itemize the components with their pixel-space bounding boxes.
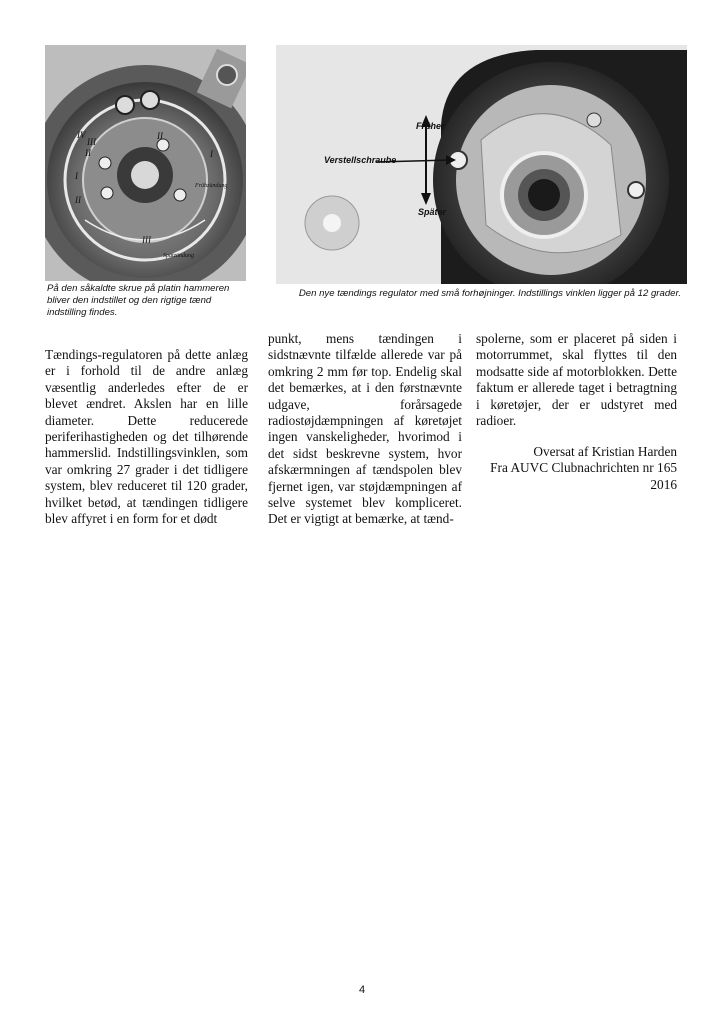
label-roman-8: III <box>142 235 151 245</box>
paragraph-2: punkt, mens tændingen i sidstnævnte tilfælde allerede var på omkring 2 mm før top. Endelig skal det bemærkes, at i den førstnævnte udgave, forårsagede radiostøjdæmpningen af køretøjet ingen vanskeligheder, hvorimod i det sidst beskrevne system, hvor afskærmningen af tændspolen blev fjernet igen, var støjdæmpningen af selve systemet blev kompliceret. Det er vigtigt at bemærke, at tænd- <box>268 331 462 527</box>
ignition-regulator-photo <box>276 45 687 284</box>
breaker-plate-photo <box>45 45 246 281</box>
ignition-regulator-illustration <box>276 45 687 284</box>
label-earlier: Früher <box>416 121 445 131</box>
translator-name: Oversat af Kristian Harden <box>533 444 677 459</box>
label-roman-6: I <box>210 149 213 159</box>
label-roman-2: II <box>85 148 91 158</box>
label-roman-1: II <box>157 131 163 141</box>
label-roman-5: I <box>75 171 78 181</box>
caption-right: Den nye tændings regulator med små forhøjninger. Indstillings vinklen ligger på 12 grader. <box>298 288 681 299</box>
label-roman-3: III <box>87 137 96 147</box>
label-roman-7: II <box>75 195 81 205</box>
label-late-ignition: Spätzündung <box>163 253 195 259</box>
paragraph-3: spolerne, som er placeret på siden i motorrummet, skal flyttes til den modsatte side af motorblokken. Dette faktum er allerede taget i betragtning i køretøjer, der er udstyret med radioer. <box>476 331 677 429</box>
translator-year: 2016 <box>650 476 677 492</box>
page-number: 4 <box>358 984 366 996</box>
caption-left: På den såkaldte skrue på platin hammeren bliver den indstillet og den rigtige tænd indstilling findes. <box>47 283 230 318</box>
text-column-1 <box>45 347 248 527</box>
label-adjusting-screw: Verstellschraube <box>324 155 397 165</box>
label-early-ignition: Frühzündung <box>195 183 228 189</box>
label-later: Später <box>418 207 447 217</box>
translator-credit <box>476 444 677 493</box>
text-column-3 <box>476 331 677 429</box>
paragraph-1: Tændings-regulatoren på dette anlæg er i forhold til de andre anlæg væsentlig anderledes efter de er blevet ændret. Akslen har en lille diameter. Dette reducerede periferihastigheden og det tilhørende hammerslid. Indstillingsvinklen, som var omkring 27 grader i det tidligere system, blev reduceret til 120 grader, hvilket betød, at tændingen tidligere blev affyret i en form for et dødt <box>45 347 248 527</box>
translator-source: Fra AUVC Clubnachrichten nr 165 <box>490 460 677 476</box>
breaker-plate-illustration <box>45 45 246 281</box>
label-roman-4: IV <box>77 130 86 140</box>
text-column-2 <box>268 331 462 528</box>
